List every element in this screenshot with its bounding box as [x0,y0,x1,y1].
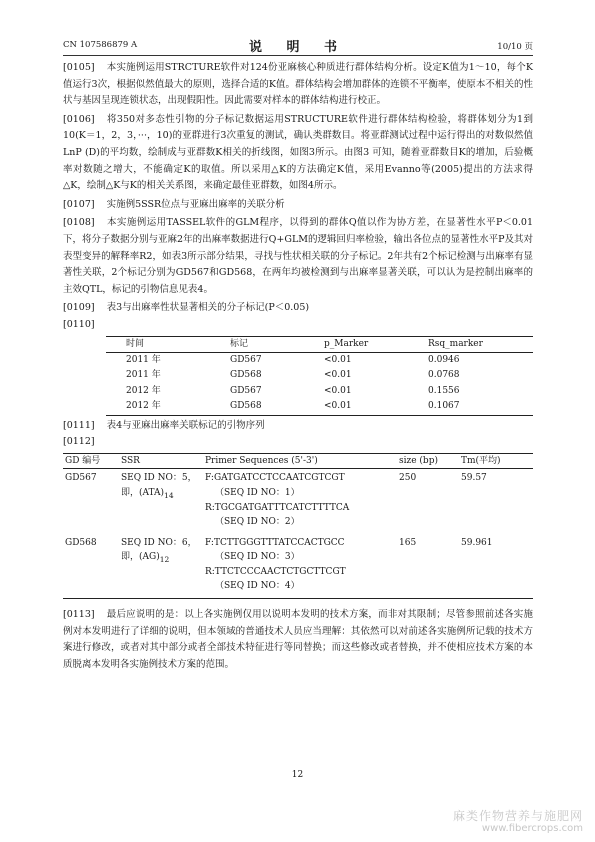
page-count: 10/10 页 [497,42,533,52]
forward-primer-seq-id: （SEQ ID NO：3） [215,552,300,563]
cell-p-marker: <0.01 [324,354,352,365]
cell-marker: GD567 [230,385,262,396]
table-row [106,352,533,368]
forward-primer-seq-id: （SEQ ID NO：1） [215,487,300,498]
paragraph-text: 最后应说明的是：以上各实施例仅用以说明本发明的技术方案，而非对其限制；尽管参照前述各实施例对本发明进行了详细的说明，但本领域的普通技术人员应当理解：其依然可以对前述各实施例所记载的技术方案进行修改，或者对其中部分或者全部技术特征进行等同替换；而这些修改或者替换，并不使相应技术方案的本质脱离本发明各实施例技术方案的范围。 [63,609,533,670]
paragraph-0108 [63,215,533,298]
reverse-primer: R:TTCTCCCAACTCTGCTTCGT [205,566,346,577]
cell-ssr [119,534,203,599]
table-header-row [106,336,533,352]
table-header-row [63,453,533,469]
cell-rsq-marker: 0.1067 [428,401,460,412]
paragraph-number: [0112] [63,436,95,448]
cell-p-marker: <0.01 [324,370,352,381]
reverse-primer-seq-id: （SEQ ID NO：2） [215,517,300,528]
cell-ssr [119,469,203,534]
paragraph-number: [0106] [63,113,95,125]
watermark-site-name: 麻类作物营养与施肥网 [452,809,583,823]
cell-rsq-marker: 0.0768 [428,370,460,381]
header-divider [63,55,533,56]
cell-rsq-marker: 0.1556 [428,385,460,396]
column-header-marker: 标记 [230,338,249,349]
column-header-gd-number: GD 编号 [65,455,101,466]
paragraph-0106 [63,112,533,195]
table-caption: 表3与出麻率性状显著相关的分子标记(P＜0.05) [106,302,310,314]
cell-marker: GD568 [230,401,262,412]
cell-year: 2011 年 [126,354,161,365]
paragraph-number: [0107] [63,198,95,210]
ssr-seq-id: SEQ ID NO：5， [121,473,197,484]
cell-p-marker: <0.01 [324,385,352,396]
paragraph-text: 本实施例运用TASSEL软件的GLM程序，以得到的群体Q值以作为协方差，在显著性水平P＜0.01下，将分子数据分别与亚麻2年的出麻率数据进行Q+GLM的逻辑回归率检验，输出各位点的显著性水平P及其对表型变异的解释率R2，如表3所示部分结果，寻找与性状相关联的分子标记。2年共有2个标记检测与出麻率有显著性关联，2个标记分别为GD567和GD568，在两年均被检测到与出麻率显著关联，可以认为是控制出麻率的主效QTL，标记的引物信息见表4。 [63,217,533,295]
paragraph-0110 [63,317,533,334]
column-header-tm: Tm(平均) [461,455,501,466]
page-number: 12 [291,770,304,780]
paragraph-number: [0111] [63,419,95,431]
paragraph-number: [0105] [63,62,95,73]
paragraph-number: [0113] [63,609,95,621]
ssr-motif [121,486,201,503]
column-header-year: 时间 [126,338,145,349]
column-header-p-marker: p_Marker [324,338,369,349]
cell-year: 2011 年 [126,370,161,381]
document-title: 说 明 书 [248,40,348,55]
table-row [106,399,533,415]
cell-marker: GD567 [230,354,262,365]
ssr-motif-repeat: 14 [164,490,174,500]
paragraph-0113 [63,607,533,673]
paragraph-number: [0109] [63,302,95,314]
ssr-motif [121,550,201,567]
ssr-motif-repeat: 12 [159,555,170,565]
cell-p-marker: <0.01 [324,401,352,412]
table-caption: 表4与亚麻出麻率关联标记的引物序列 [106,419,265,431]
cell-gd-number: GD567 [65,473,97,484]
table-row [106,384,533,399]
paragraph-text: 本实施例运用STRCTURE软件对124份亚麻核心种质进行群体结构分析。设定K值为1～10，每个K值运行3次，根据似然值最大的原则，选择合适的K值。群体结构会增加群体的连锁不平衡率，使原本不相关的性状与基因呈现连锁状态，出现假阳性。因此需要对样本的群体结构进行校正。 [63,62,533,107]
paragraph-0111 [63,418,533,435]
paragraph-0107 [63,197,533,214]
watermark-url: www.fibercrops.com [481,823,583,834]
table-row [63,534,533,599]
paragraph-number: [0108] [63,217,95,229]
page-header [63,36,533,56]
cell-primer-sequences [203,534,397,599]
cell-primer-sequences [203,469,397,534]
cell-gd-number: GD568 [65,537,97,548]
paragraph-text: 将350对多态性引物的分子标记数据运用STRUCTURE软件进行群体结构检验，将群体划分为1到10(K＝1，2，3，···，10)的亚群进行3次重复的测试，确认类群数目。将亚群测试过程中运行得出的对数似然值LnP (D)的平均数，绘制成与亚群数K相关的折线图，如图3所示。由图3 可知，随着亚群数目K的增加，后验概率对数随之增大，不能确定K的取值。所以采用△K的方法确定K值，采用Evanno等(2005)提出的方法求得△K，绘制△K与K的相关关系图，来确定最佳亚群数，如图4所示。 [63,113,533,192]
ssr-seq-id: SEQ ID NO：6， [121,537,197,548]
paragraph-number: [0110] [63,318,95,330]
document-body [63,60,533,673]
table-3 [106,336,533,416]
ssr-motif-text: 即，(ATA) [121,487,165,498]
table-4 [63,453,533,599]
forward-primer: F:TCTTGGGTTTATCCACTGCC [205,537,345,548]
cell-tm: 59.57 [461,473,487,484]
paragraph-0105 [63,60,533,110]
paragraph-0112 [63,434,533,451]
cell-size: 250 [399,473,417,484]
column-header-size: size (bp) [399,455,438,466]
column-header-rsq-marker: Rsq_marker [428,338,483,349]
cell-rsq-marker: 0.0946 [428,354,460,365]
table-row [106,368,533,383]
cell-size: 165 [399,537,417,548]
cell-tm: 59.961 [461,537,493,548]
ssr-motif-text: 即，(AG) [121,552,160,563]
forward-primer: F:GATGATCCTCCAATCGTCGT [205,473,345,484]
cell-year: 2012 年 [126,401,161,412]
cell-marker: GD568 [230,370,262,381]
paragraph-0109 [63,300,533,317]
reverse-primer-seq-id: （SEQ ID NO：4） [215,581,300,592]
cell-year: 2012 年 [126,385,161,396]
column-header-ssr: SSR [121,455,140,466]
reverse-primer: R:TGCGATGATTTCATCTTTTCA [205,502,350,513]
section-heading: 实施例5SSR位点与亚麻出麻率的关联分析 [106,198,285,210]
table-row [63,469,533,534]
column-header-primer-sequences: Primer Sequences (5'-3') [205,455,318,466]
publication-number: CN 107586879 A [63,40,138,50]
